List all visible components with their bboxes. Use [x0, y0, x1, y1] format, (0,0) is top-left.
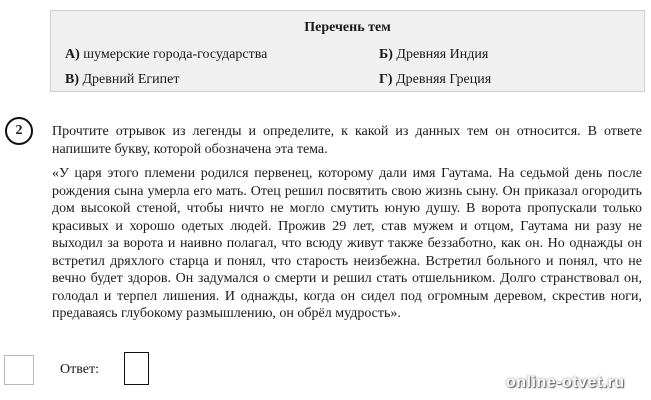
score-box: [4, 355, 34, 385]
legend-passage: «У царя этого племени родился первенец, которому дали имя Гаутама. На седьмой день после рождения сына умерла его мать. Отец решил посвятить свою жизнь сыну. Он приказал огородить дом высокой стеной, чтобы ничто не могло смутить юную душу. В ворота пропускали только красивых и хорошо одетых людей. Прожив 29 лет, став мужем и отцом, Гаутама ни разу не выходил за ворота и наивно полагал, что всюду живут также беззаботно, как он. Но однажды он встретил дряхлого старца и понял, что старость неизбежна. Встретил больного и понял, что не вечно будет здоров. Он задумался о смерти и решил стать отшельником. Долго странствовал он, голодал и терпел лишения. И однажды, когда он сидел под огромным деревом, скрестив ноги, предаваясь глубокому размышлению, он обрёл мудрость».: [52, 166, 642, 321]
answer-input-cell[interactable]: [124, 352, 149, 385]
topic-v-letter: В): [65, 72, 79, 87]
topics-list-box: [50, 10, 645, 92]
topic-g: [379, 72, 491, 88]
topic-a-text: шумерские города-государства: [83, 47, 268, 62]
topic-b-text: Древняя Индия: [396, 47, 489, 62]
topic-v-text: Древний Египет: [82, 72, 180, 87]
topic-g-text: Древняя Греция: [396, 72, 492, 87]
answer-label: Ответ:: [60, 362, 99, 377]
watermark: online-otvet.ru: [506, 374, 625, 391]
topic-b: [379, 47, 488, 63]
topic-g-letter: Г): [379, 72, 393, 87]
topic-b-letter: Б): [379, 47, 393, 62]
topic-a: [65, 47, 267, 63]
topic-a-letter: А): [65, 47, 80, 62]
topics-title: Перечень тем: [304, 20, 391, 35]
topic-v: [65, 72, 179, 88]
task-number-circle: 2: [5, 117, 33, 145]
task-instruction: Прочтите отрывок из легенды и определите, к какой из данных тем он относится. В ответе напишите букву, которой обозначена эта тема.: [52, 124, 642, 157]
